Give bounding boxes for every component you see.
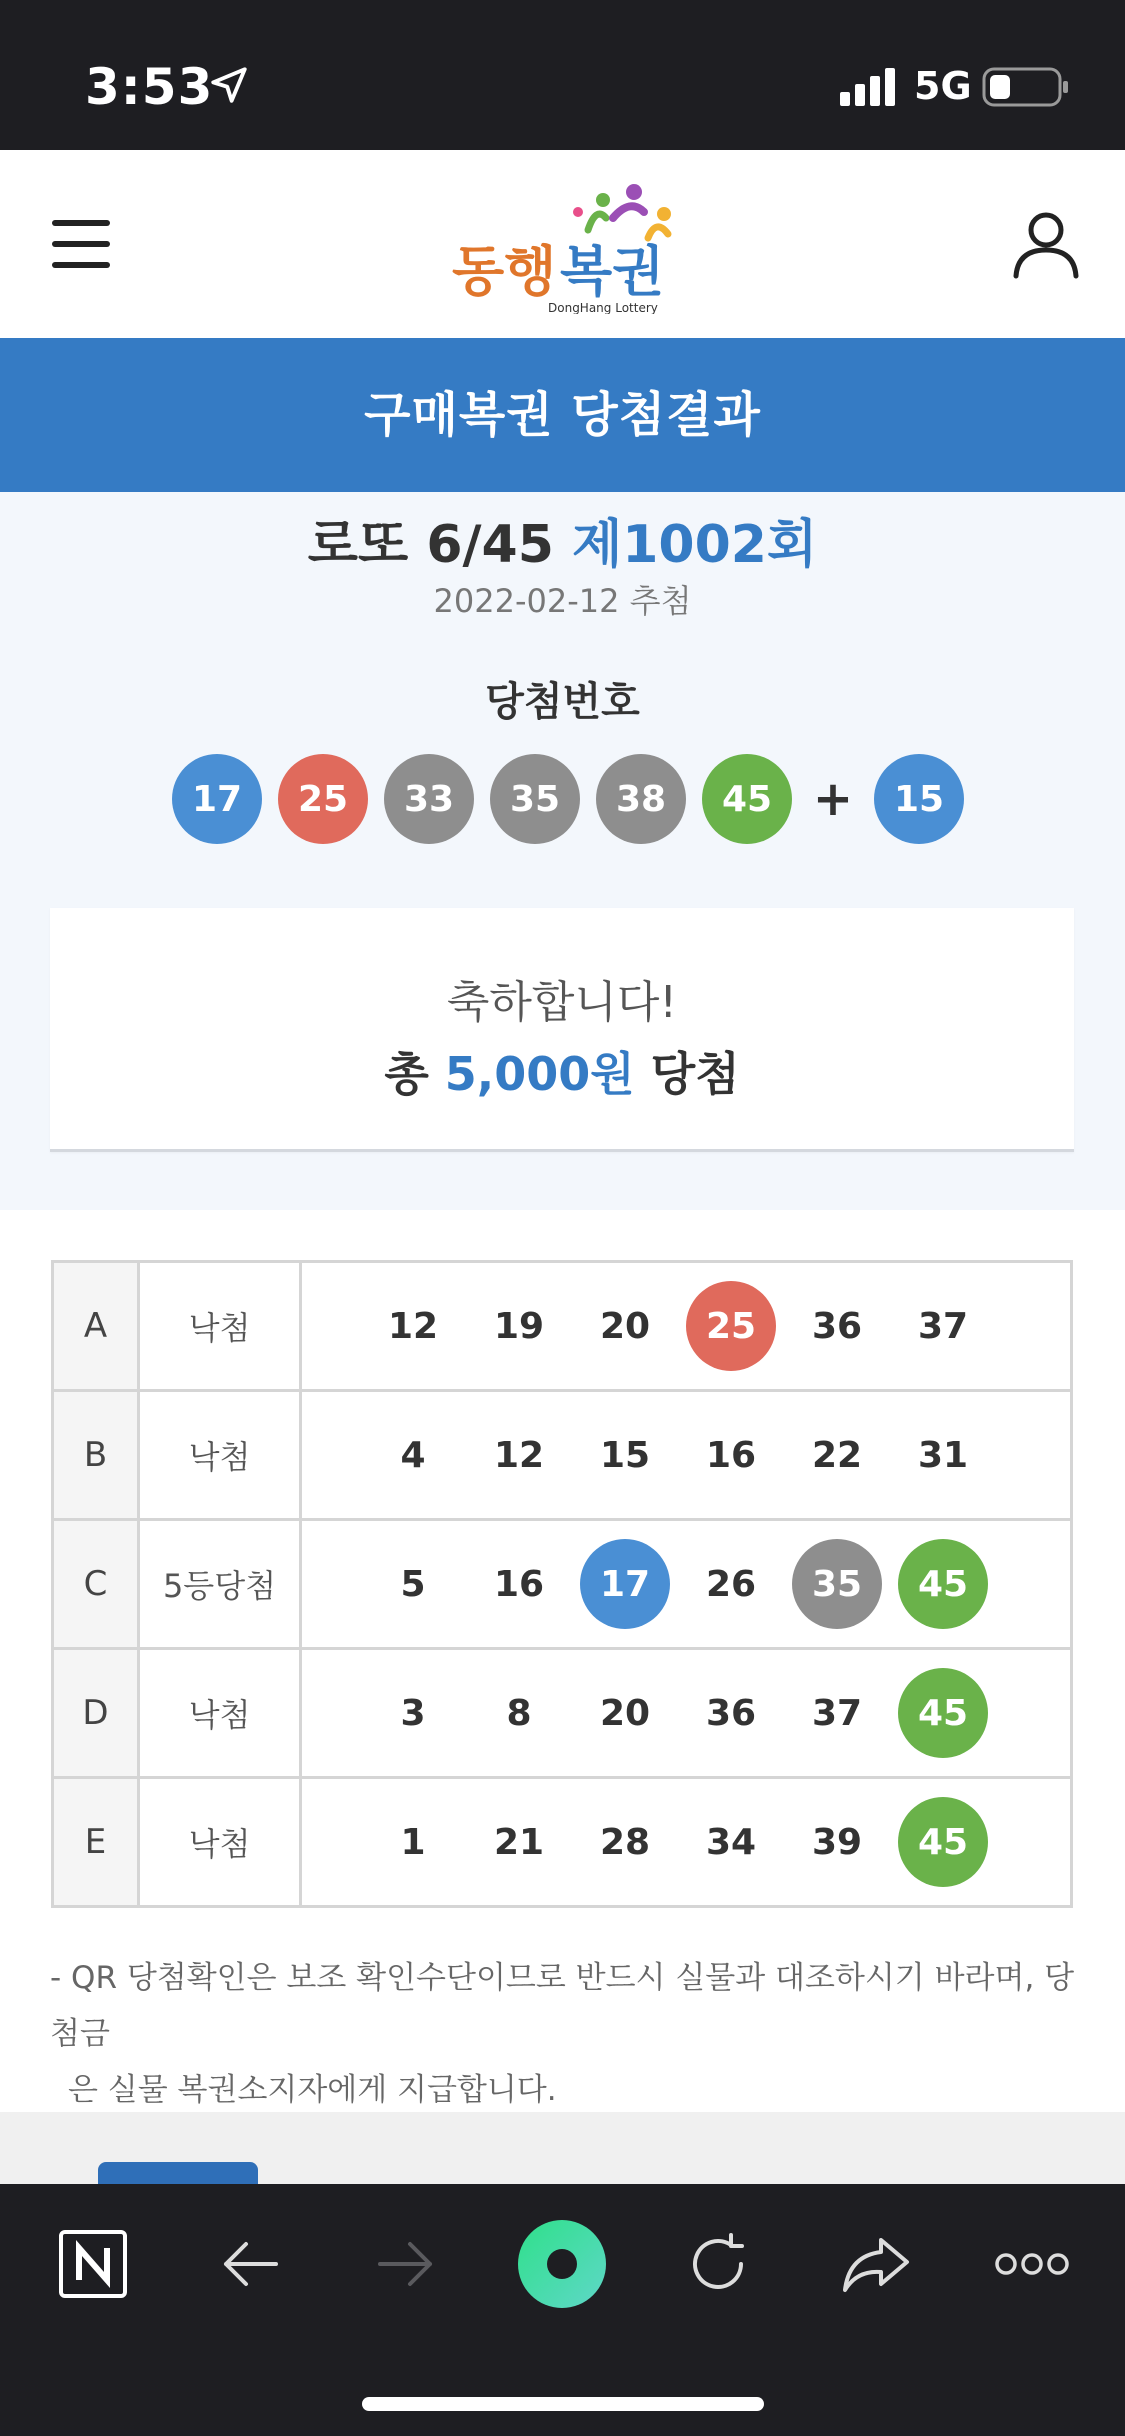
qr-notice [50, 1950, 1080, 2118]
prize-prefix: 총 [384, 1047, 429, 1101]
game-result: 낙첨 [139, 1649, 301, 1778]
table-row [53, 1649, 1072, 1778]
winning-numbers-label: 당첨번호 [485, 679, 640, 725]
game-result: 낙첨 [139, 1262, 301, 1391]
ticket-number: 20 [599, 1305, 651, 1347]
ticket-number: 1 [400, 1821, 426, 1863]
partial-blue-button[interactable] [98, 2162, 258, 2184]
ticket-number: 31 [917, 1434, 969, 1476]
ticket-games-table [51, 1260, 1073, 1908]
bonus-number-ball: 15 [874, 754, 964, 844]
game-numbers [301, 1262, 1072, 1391]
matched-number-ball: 45 [898, 1668, 988, 1758]
network-type: 5G [914, 64, 972, 108]
user-profile-icon[interactable] [1010, 208, 1082, 280]
winning-number-ball: 33 [384, 754, 474, 844]
page-title: 구매복권 당첨결과 [364, 387, 761, 443]
ticket-number: 19 [493, 1305, 545, 1347]
game-numbers [301, 1520, 1072, 1649]
svg-text:동행: 동행 [452, 240, 557, 303]
winning-number-ball: 25 [278, 754, 368, 844]
back-arrow-icon[interactable] [200, 2214, 300, 2314]
game-letter: B [53, 1391, 139, 1520]
notice-line-2: 은 실물 복권소지자에게 지급합니다. [68, 2072, 557, 2108]
site-header [0, 150, 1125, 338]
svg-text:복권: 복권 [560, 240, 665, 303]
table-row [53, 1520, 1072, 1649]
game-result: 낙첨 [139, 1778, 301, 1907]
winning-numbers [172, 754, 980, 844]
ticket-number: 39 [811, 1821, 863, 1863]
ticket-number: 4 [400, 1434, 426, 1476]
ticket-number: 37 [811, 1692, 863, 1734]
prize-amount: 5,000원 [444, 1047, 635, 1101]
round-title [0, 502, 1125, 577]
matched-number-ball: 45 [898, 1797, 988, 1887]
ticket-number: 3 [400, 1692, 426, 1734]
game-name: 로또 6/45 [307, 515, 554, 575]
svg-text:DongHang Lottery: DongHang Lottery [548, 301, 658, 314]
page-title-banner [0, 338, 1125, 492]
hamburger-menu-icon[interactable] [50, 216, 112, 272]
battery-icon [982, 66, 1070, 108]
ticket-number: 12 [387, 1305, 439, 1347]
matched-number-ball: 17 [580, 1539, 670, 1629]
naver-n-icon[interactable] [43, 2214, 143, 2314]
ticket-number: 21 [493, 1821, 545, 1863]
game-result: 5등당첨 [139, 1520, 301, 1649]
winning-number-ball: 35 [490, 754, 580, 844]
game-numbers [301, 1649, 1072, 1778]
ticket-number: 36 [705, 1692, 757, 1734]
reload-icon[interactable] [668, 2214, 768, 2314]
ticket-number: 16 [705, 1434, 757, 1476]
ticket-number: 5 [400, 1563, 426, 1605]
share-icon[interactable] [826, 2214, 926, 2314]
green-dot-home-icon[interactable] [512, 2214, 612, 2314]
game-numbers [301, 1778, 1072, 1907]
ticket-number: 15 [599, 1434, 651, 1476]
table-row [53, 1391, 1072, 1520]
notice-line-1: - QR 당첨확인은 보조 확인수단이므로 반드시 실물과 대조하시기 바라며, 당첨금 [50, 1960, 1075, 2052]
ticket-number: 22 [811, 1434, 863, 1476]
ticket-number: 28 [599, 1821, 651, 1863]
ticket-number: 16 [493, 1563, 545, 1605]
more-icon[interactable] [982, 2214, 1082, 2314]
round-number: 제1002회 [572, 515, 818, 575]
draw-result-section [0, 492, 1125, 1210]
ticket-number: 20 [599, 1692, 651, 1734]
ticket-number: 34 [705, 1821, 757, 1863]
game-letter: A [53, 1262, 139, 1391]
game-result: 낙첨 [139, 1391, 301, 1520]
winning-number-ball: 17 [172, 754, 262, 844]
draw-date: 2022-02-12 추첨 [433, 582, 692, 620]
table-row [53, 1778, 1072, 1907]
ticket-number: 26 [705, 1563, 757, 1605]
donghang-lottery-logo[interactable] [448, 178, 688, 314]
prize-summary [50, 1038, 1074, 1104]
game-letter: C [53, 1520, 139, 1649]
winning-number-ball: 38 [596, 754, 686, 844]
game-letter: E [53, 1778, 139, 1907]
table-row [53, 1262, 1072, 1391]
ticket-number: 37 [917, 1305, 969, 1347]
prize-suffix: 당첨 [650, 1047, 740, 1101]
game-letter: D [53, 1649, 139, 1778]
home-indicator[interactable] [362, 2397, 764, 2411]
forward-arrow-icon[interactable] [356, 2214, 456, 2314]
ticket-number: 36 [811, 1305, 863, 1347]
ticket-number: 8 [506, 1692, 532, 1734]
congrats-box [50, 908, 1074, 1152]
matched-number-ball: 35 [792, 1539, 882, 1629]
winning-number-ball: 45 [702, 754, 792, 844]
matched-number-ball: 45 [898, 1539, 988, 1629]
congrats-message: 축하합니다! [446, 977, 678, 1028]
signal-bars-icon [838, 66, 900, 108]
status-time: 3:53 [85, 58, 214, 116]
bonus-plus-sign: + [812, 771, 854, 827]
status-bar [0, 0, 1125, 150]
ticket-number: 12 [493, 1434, 545, 1476]
location-arrow-icon [208, 64, 250, 106]
matched-number-ball: 25 [686, 1281, 776, 1371]
game-numbers [301, 1391, 1072, 1520]
